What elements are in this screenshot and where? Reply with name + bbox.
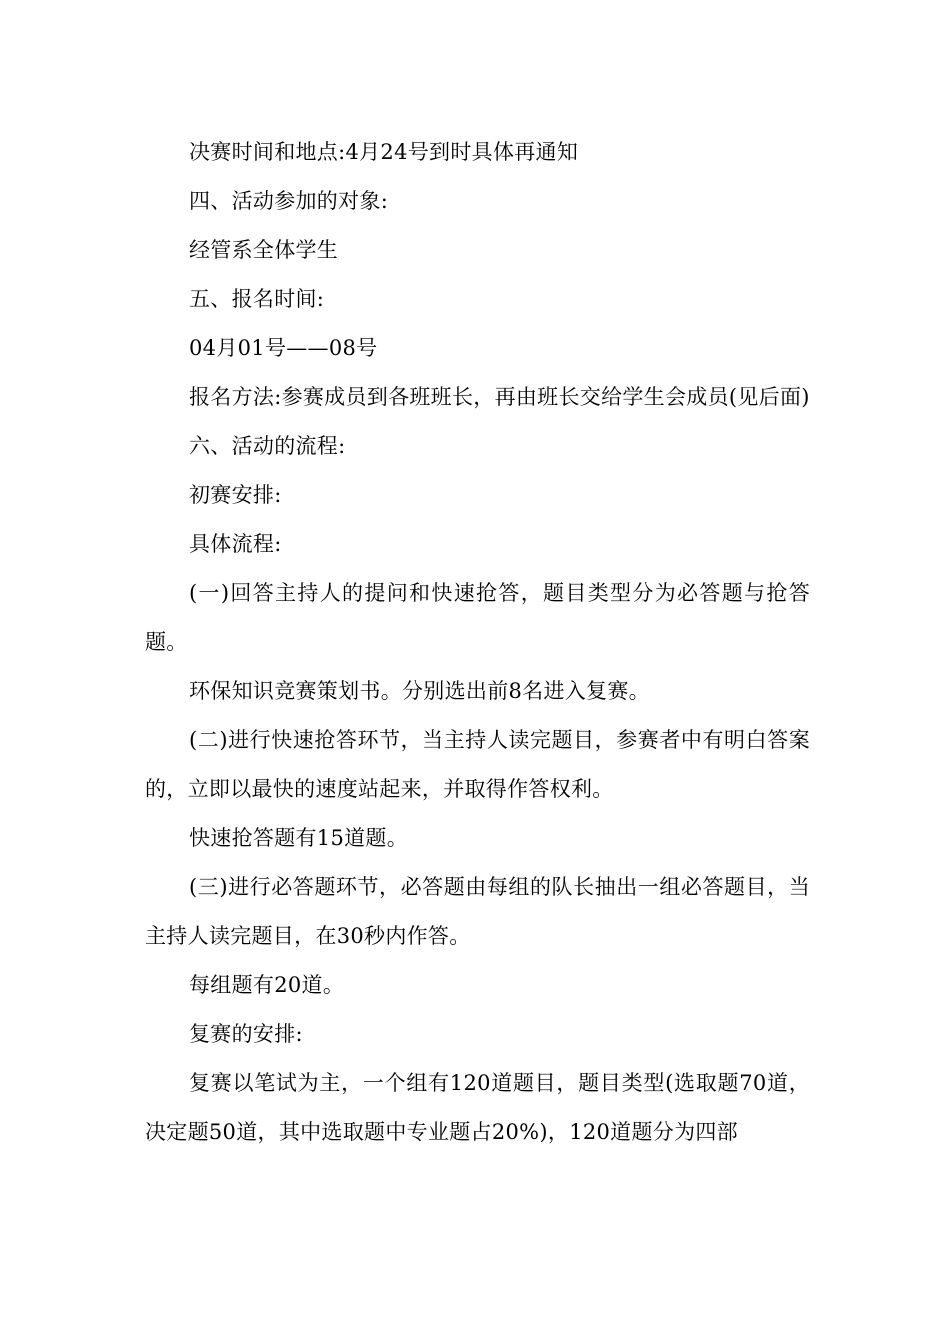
heading-participants: 四、活动参加的对象: [189, 189, 389, 213]
paragraph-group-question-count: 每组题有20道。 [189, 973, 345, 997]
paragraph-registration-method: 报名方法:参赛成员到各班班长，再由班长交给学生会成员(见后面) [189, 385, 810, 409]
heading-registration-time: 五、报名时间: [189, 287, 325, 311]
heading-specific-process: 具体流程: [189, 532, 282, 556]
paragraph-top-eight: 环保知识竞赛策划书。分别选出前8名进入复赛。 [189, 679, 650, 703]
paragraph-step-one: (一)回答主持人的提问和快速抢答，题目类型分为必答题与抢答题。 [145, 581, 810, 654]
heading-activity-process: 六、活动的流程: [189, 434, 346, 458]
paragraph-step-two: (二)进行快速抢答环节，当主持人读完题目，参赛者中有明白答案的，立即以最快的速度站起来，并取得作答权利。 [145, 728, 810, 801]
paragraph-participants: 经管系全体学生 [189, 238, 339, 262]
heading-preliminary: 初赛安排: [189, 483, 282, 507]
paragraph-quick-answer-count: 快速抢答题有15道题。 [189, 826, 409, 850]
heading-semifinal: 复赛的安排: [189, 1022, 303, 1046]
paragraph-step-three: (三)进行必答题环节，必答题由每组的队长抽出一组必答题目，当主持人读完题目，在30秒内作答。 [145, 875, 810, 948]
paragraph-final-time-place: 决赛时间和地点:4月24号到时具体再通知 [189, 140, 579, 164]
paragraph-semifinal-details: 复赛以笔试为主，一个组有120道题目，题目类型(选取题70道，决定题50道，其中选取题中专业题占20%)，120道题分为四部 [145, 1071, 810, 1144]
paragraph-registration-dates: 04月01号——08号 [189, 336, 378, 360]
document-body [145, 128, 810, 1157]
